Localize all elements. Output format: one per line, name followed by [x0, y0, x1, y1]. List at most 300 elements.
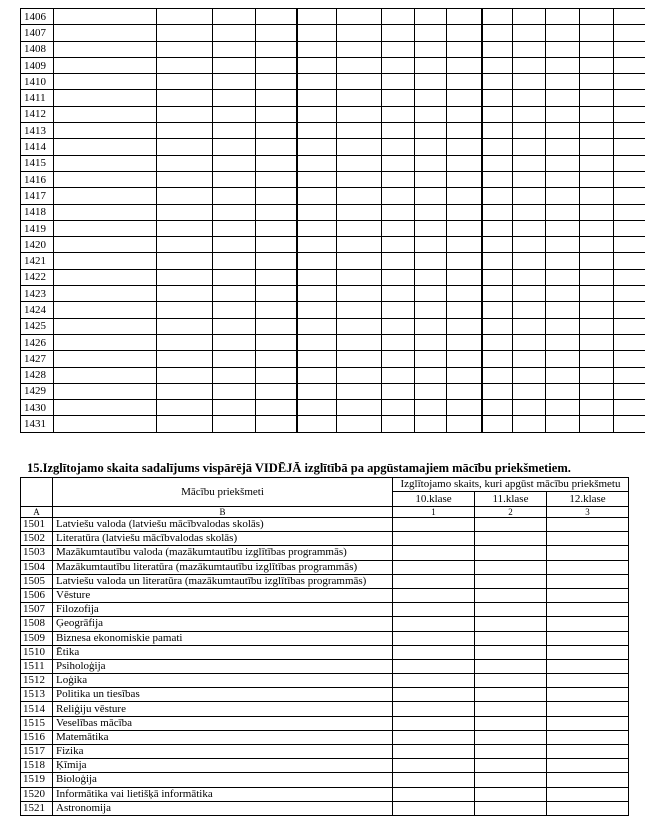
empty-cell [54, 25, 157, 41]
empty-cell [614, 416, 645, 432]
empty-cell [482, 269, 513, 285]
table-row [21, 9, 645, 25]
row-code: 1426 [21, 334, 54, 350]
empty-cell [213, 139, 256, 155]
empty-cell [482, 237, 513, 253]
table-row [21, 400, 645, 416]
row-code: 1419 [21, 220, 54, 236]
empty-cell [297, 334, 337, 350]
subject-name: Mazākumtautību literatūra (mazākumtautību izglītības programmās) [53, 560, 393, 574]
row-code: 1513 [21, 688, 53, 702]
empty-cell [54, 237, 157, 253]
table-row [21, 106, 645, 122]
empty-cell [337, 383, 382, 399]
empty-cell [513, 237, 546, 253]
row-code: 1514 [21, 702, 53, 716]
empty-cell [482, 106, 513, 122]
empty-cell [393, 546, 475, 560]
empty-cell [54, 400, 157, 416]
empty-cell [475, 532, 547, 546]
empty-cell [157, 302, 213, 318]
empty-cell [447, 416, 482, 432]
empty-cell [580, 204, 614, 220]
empty-cell [415, 41, 447, 57]
empty-cell [513, 90, 546, 106]
empty-cell [447, 269, 482, 285]
empty-cell [547, 574, 629, 588]
empty-cell [447, 9, 482, 25]
subject-name: Reliģiju vēsture [53, 702, 393, 716]
table-row [21, 188, 645, 204]
empty-cell [337, 90, 382, 106]
empty-cell [256, 188, 297, 204]
empty-cell [382, 220, 415, 236]
empty-cell [256, 367, 297, 383]
empty-cell [580, 253, 614, 269]
empty-cell [54, 155, 157, 171]
empty-cell [546, 41, 580, 57]
empty-cell [547, 759, 629, 773]
col-number: 2 [475, 507, 547, 518]
empty-cell [337, 269, 382, 285]
table-row [21, 171, 645, 187]
empty-cell [614, 123, 645, 139]
empty-cell [614, 41, 645, 57]
empty-cell [447, 220, 482, 236]
row-code: 1510 [21, 645, 53, 659]
empty-cell [337, 220, 382, 236]
empty-cell [297, 253, 337, 269]
empty-cell [447, 334, 482, 350]
subject-name: Mazākumtautību valoda (mazākumtautību izglītības programmās) [53, 546, 393, 560]
header-class: 11.klase [475, 492, 547, 507]
empty-cell [447, 351, 482, 367]
empty-cell [393, 574, 475, 588]
empty-cell [482, 253, 513, 269]
empty-cell [382, 106, 415, 122]
empty-cell [580, 302, 614, 318]
empty-cell [580, 400, 614, 416]
row-code: 1409 [21, 57, 54, 73]
table-row [21, 237, 645, 253]
empty-cell [382, 416, 415, 432]
empty-cell [415, 9, 447, 25]
row-code: 1410 [21, 74, 54, 90]
empty-cell [415, 123, 447, 139]
empty-cell [482, 367, 513, 383]
empty-cell [213, 302, 256, 318]
empty-cell [256, 106, 297, 122]
empty-cell [393, 801, 475, 815]
empty-cell [297, 367, 337, 383]
empty-cell [213, 400, 256, 416]
empty-cell [157, 400, 213, 416]
table-row [21, 139, 645, 155]
empty-cell [157, 25, 213, 41]
empty-cell [546, 237, 580, 253]
empty-cell [54, 9, 157, 25]
empty-cell [337, 416, 382, 432]
header-class: 12.klase [547, 492, 629, 507]
empty-cell [546, 123, 580, 139]
empty-cell [415, 57, 447, 73]
empty-cell [393, 645, 475, 659]
empty-cell [475, 773, 547, 787]
empty-cell [54, 269, 157, 285]
empty-cell [447, 253, 482, 269]
subject-name: Politika un tiesības [53, 688, 393, 702]
table-row [21, 716, 629, 730]
empty-cell [256, 334, 297, 350]
row-code: 1508 [21, 617, 53, 631]
empty-cell [614, 351, 645, 367]
empty-cell [546, 25, 580, 41]
empty-cell [513, 269, 546, 285]
empty-cell [546, 286, 580, 302]
empty-cell [614, 400, 645, 416]
subject-name: Fizika [53, 745, 393, 759]
empty-cell [475, 787, 547, 801]
empty-cell [415, 253, 447, 269]
empty-cell [415, 302, 447, 318]
empty-cell [382, 57, 415, 73]
empty-cell [482, 123, 513, 139]
empty-cell [475, 631, 547, 645]
empty-cell [213, 367, 256, 383]
empty-cell [256, 9, 297, 25]
row-code: 1428 [21, 367, 54, 383]
empty-cell [297, 9, 337, 25]
col-number: 1 [393, 507, 475, 518]
row-code: 1505 [21, 574, 53, 588]
empty-cell [415, 220, 447, 236]
empty-cell [393, 730, 475, 744]
empty-cell [213, 269, 256, 285]
empty-cell [213, 334, 256, 350]
table-row [21, 286, 645, 302]
col-number: 3 [547, 507, 629, 518]
empty-cell [546, 204, 580, 220]
empty-cell [382, 90, 415, 106]
empty-cell [382, 302, 415, 318]
empty-cell [513, 334, 546, 350]
empty-cell [547, 631, 629, 645]
table-row [21, 617, 629, 631]
empty-cell [393, 659, 475, 673]
empty-cell [297, 269, 337, 285]
empty-cell [382, 383, 415, 399]
empty-cell [475, 560, 547, 574]
empty-cell [382, 9, 415, 25]
empty-cell [614, 57, 645, 73]
empty-cell [297, 57, 337, 73]
empty-cell [157, 220, 213, 236]
empty-cell [580, 318, 614, 334]
empty-cell [157, 9, 213, 25]
empty-cell [415, 188, 447, 204]
empty-cell [337, 400, 382, 416]
empty-cell [337, 204, 382, 220]
empty-cell [614, 204, 645, 220]
empty-cell [513, 155, 546, 171]
empty-cell [382, 204, 415, 220]
empty-cell [415, 367, 447, 383]
table-row [21, 702, 629, 716]
empty-cell [580, 74, 614, 90]
table-row [21, 220, 645, 236]
empty-cell [54, 106, 157, 122]
empty-cell [475, 730, 547, 744]
empty-cell [475, 659, 547, 673]
empty-cell [475, 645, 547, 659]
empty-cell [213, 41, 256, 57]
empty-cell [513, 74, 546, 90]
empty-cell [213, 155, 256, 171]
row-code: 1408 [21, 41, 54, 57]
empty-cell [580, 220, 614, 236]
empty-cell [157, 367, 213, 383]
empty-cell [54, 367, 157, 383]
empty-cell [614, 9, 645, 25]
empty-cell [256, 286, 297, 302]
empty-cell [157, 286, 213, 302]
subject-name: Latviešu valoda (latviešu mācībvalodas skolās) [53, 518, 393, 532]
empty-cell [393, 674, 475, 688]
row-code: 1418 [21, 204, 54, 220]
empty-cell [415, 416, 447, 432]
row-code: 1512 [21, 674, 53, 688]
empty-cell [547, 659, 629, 673]
empty-cell [547, 645, 629, 659]
empty-cell [513, 57, 546, 73]
empty-cell [475, 801, 547, 815]
empty-cell [580, 171, 614, 187]
row-code: 1422 [21, 269, 54, 285]
empty-cell [482, 9, 513, 25]
empty-cell [297, 400, 337, 416]
table-row [21, 334, 645, 350]
table-row [21, 416, 645, 432]
empty-cell [393, 716, 475, 730]
empty-cell [157, 188, 213, 204]
table-row [21, 253, 645, 269]
subject-name: Astronomija [53, 801, 393, 815]
empty-cell [415, 25, 447, 41]
empty-cell [393, 702, 475, 716]
empty-cell [297, 155, 337, 171]
empty-cell [337, 123, 382, 139]
empty-cell [297, 123, 337, 139]
empty-cell [482, 204, 513, 220]
empty-cell [513, 400, 546, 416]
empty-cell [447, 171, 482, 187]
empty-cell [337, 25, 382, 41]
subject-name: Psiholoģija [53, 659, 393, 673]
empty-cell [256, 302, 297, 318]
empty-cell [382, 139, 415, 155]
empty-cell [415, 155, 447, 171]
empty-cell [393, 773, 475, 787]
empty-cell [546, 318, 580, 334]
empty-cell [447, 57, 482, 73]
empty-cell [547, 603, 629, 617]
empty-cell [547, 716, 629, 730]
empty-cell [382, 123, 415, 139]
empty-cell [546, 139, 580, 155]
table-row [21, 351, 645, 367]
empty-cell [337, 171, 382, 187]
empty-cell [614, 237, 645, 253]
empty-cell [213, 188, 256, 204]
empty-cell [297, 139, 337, 155]
subject-name: Informātika vai lietišķā informātika [53, 787, 393, 801]
row-code: 1420 [21, 237, 54, 253]
empty-cell [393, 631, 475, 645]
empty-cell [297, 286, 337, 302]
subjects-table [20, 477, 629, 816]
empty-cell [157, 139, 213, 155]
row-code: 1414 [21, 139, 54, 155]
empty-cell [297, 106, 337, 122]
empty-cell [256, 41, 297, 57]
col-letter: B [53, 507, 393, 518]
empty-cell [213, 123, 256, 139]
empty-cell [482, 188, 513, 204]
row-code: 1415 [21, 155, 54, 171]
empty-cell [580, 286, 614, 302]
empty-cell [54, 41, 157, 57]
empty-cell [337, 139, 382, 155]
empty-cell [54, 171, 157, 187]
empty-cell [256, 220, 297, 236]
table-row [21, 41, 645, 57]
empty-cell [157, 155, 213, 171]
table-row [21, 90, 645, 106]
empty-cell [614, 25, 645, 41]
table-row [21, 367, 645, 383]
empty-cell [157, 318, 213, 334]
empty-cell [475, 759, 547, 773]
subject-name: Loģika [53, 674, 393, 688]
empty-cell [54, 416, 157, 432]
empty-cell [213, 90, 256, 106]
empty-cell [513, 9, 546, 25]
subject-name: Ētika [53, 645, 393, 659]
empty-cell [513, 171, 546, 187]
empty-cell [513, 41, 546, 57]
empty-cell [54, 286, 157, 302]
row-code: 1503 [21, 546, 53, 560]
subject-name: Ķīmija [53, 759, 393, 773]
empty-cell [54, 57, 157, 73]
empty-cell [256, 25, 297, 41]
empty-cell [256, 237, 297, 253]
table-row [21, 123, 645, 139]
empty-cell [256, 416, 297, 432]
empty-cell [382, 188, 415, 204]
row-code: 1502 [21, 532, 53, 546]
empty-cell [614, 383, 645, 399]
table-row [21, 745, 629, 759]
empty-cell [382, 286, 415, 302]
empty-cell [547, 532, 629, 546]
empty-cell [580, 237, 614, 253]
empty-cell [393, 617, 475, 631]
empty-cell [482, 155, 513, 171]
empty-cell [415, 171, 447, 187]
empty-cell [482, 302, 513, 318]
table-row [21, 155, 645, 171]
empty-cell [482, 90, 513, 106]
empty-cell [415, 74, 447, 90]
subject-name: Ģeogrāfija [53, 617, 393, 631]
empty-cell [382, 269, 415, 285]
row-code: 1416 [21, 171, 54, 187]
table-row [21, 518, 629, 532]
empty-cell [546, 57, 580, 73]
empty-cell [447, 400, 482, 416]
empty-cell [513, 188, 546, 204]
empty-cell [580, 367, 614, 383]
empty-cell [580, 383, 614, 399]
row-code: 1501 [21, 518, 53, 532]
empty-cell [415, 204, 447, 220]
row-code: 1429 [21, 383, 54, 399]
empty-cell [547, 617, 629, 631]
empty-cell [337, 188, 382, 204]
subject-name: Latviešu valoda un literatūra (mazākumtautību izglītības programmās) [53, 574, 393, 588]
empty-cell [337, 286, 382, 302]
empty-cell [546, 90, 580, 106]
top-grid-table [20, 8, 645, 433]
row-code: 1425 [21, 318, 54, 334]
empty-cell [213, 253, 256, 269]
empty-cell [614, 171, 645, 187]
empty-cell [546, 74, 580, 90]
empty-cell [54, 318, 157, 334]
empty-cell [482, 74, 513, 90]
table-row [21, 57, 645, 73]
empty-cell [415, 237, 447, 253]
empty-cell [382, 253, 415, 269]
empty-cell [54, 188, 157, 204]
empty-cell [513, 367, 546, 383]
empty-cell [256, 57, 297, 73]
empty-cell [54, 220, 157, 236]
empty-cell [547, 688, 629, 702]
row-code: 1511 [21, 659, 53, 673]
subject-name: Literatūra (latviešu mācībvalodas skolās) [53, 532, 393, 546]
empty-cell [482, 400, 513, 416]
empty-cell [382, 41, 415, 57]
empty-cell [580, 123, 614, 139]
header-subjects: Mācību priekšmeti [53, 478, 393, 507]
empty-cell [475, 702, 547, 716]
empty-cell [393, 759, 475, 773]
empty-cell [475, 688, 547, 702]
empty-cell [447, 286, 482, 302]
empty-cell [547, 518, 629, 532]
empty-cell [614, 318, 645, 334]
empty-cell [447, 302, 482, 318]
empty-cell [614, 74, 645, 90]
empty-cell [475, 716, 547, 730]
empty-cell [256, 204, 297, 220]
empty-cell [337, 302, 382, 318]
subject-name: Matemātika [53, 730, 393, 744]
row-code: 1504 [21, 560, 53, 574]
empty-cell [393, 603, 475, 617]
